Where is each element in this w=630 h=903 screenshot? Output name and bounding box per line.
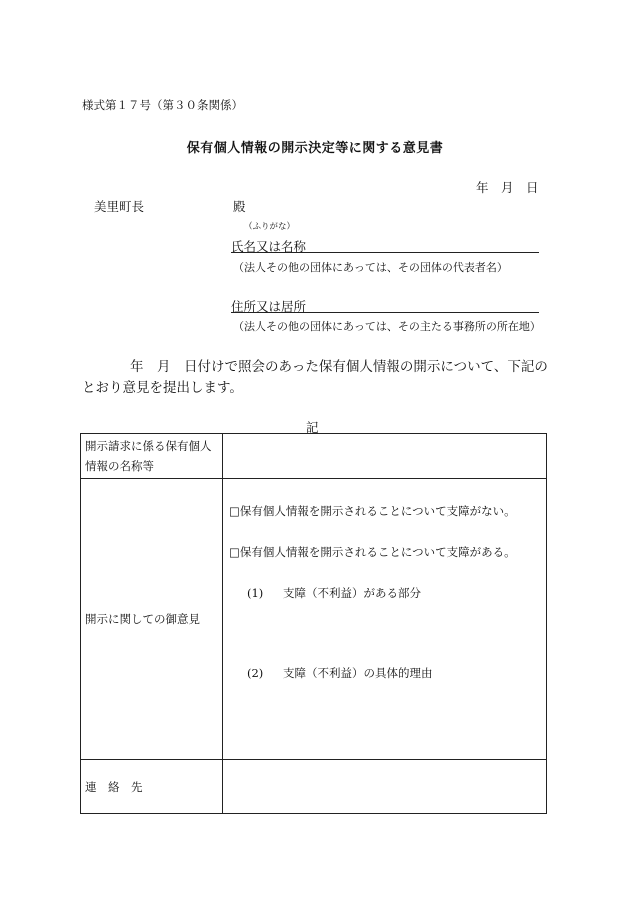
table-row [81,479,547,760]
date-line: 年 月 日 [476,180,539,195]
honorific: 殿 [233,199,246,214]
address-note: （法人その他の団体にあっては、その主たる事務所の所在地） [233,320,541,333]
opinion-form-table [80,433,547,814]
address-underline [231,312,539,313]
opinion-cell[interactable] [223,479,547,760]
item-1-text: 支障（不利益）がある部分 [283,586,421,600]
table-row [81,760,547,814]
item-2-text: 支障（不利益）の具体的理由 [283,666,433,680]
name-underline [231,252,539,253]
document-title: 保有個人情報の開示決定等に関する意見書 [186,141,444,156]
addressee: 美里町長 [94,199,145,214]
ki-heading: 記 [306,420,319,435]
option-issue[interactable]: □保有個人情報を開示されることについて支障がある。 [229,545,516,559]
request-name-label: 開示請求に係る保有個人情報の名称等 [81,434,223,479]
address-label: 住所又は居所 [231,299,307,314]
item-1 [247,585,421,601]
opinion-label: 開示に関しての御意見 [81,479,223,760]
option-no-issue[interactable]: □保有個人情報を開示されることについて支障がない。 [229,504,516,518]
name-label: 氏名又は名称 [231,239,307,254]
name-note: （法人その他の団体にあっては、その団体の代表者名） [233,261,508,274]
contact-cell[interactable] [223,760,547,814]
furigana-label: （ふりがな） [244,222,296,232]
request-name-cell[interactable] [223,434,547,479]
table-row [81,434,547,479]
contact-label: 連 絡 先 [81,760,223,814]
item-2 [247,665,433,681]
item-1-number: (1) [247,586,264,600]
body-text: 年 月 日付けで照会のあった保有個人情報の開示について、下記のとおり意見を提出します。 [82,359,548,396]
form-number: 様式第１７号（第３０条関係） [82,98,243,112]
item-2-number: (2) [247,666,264,680]
